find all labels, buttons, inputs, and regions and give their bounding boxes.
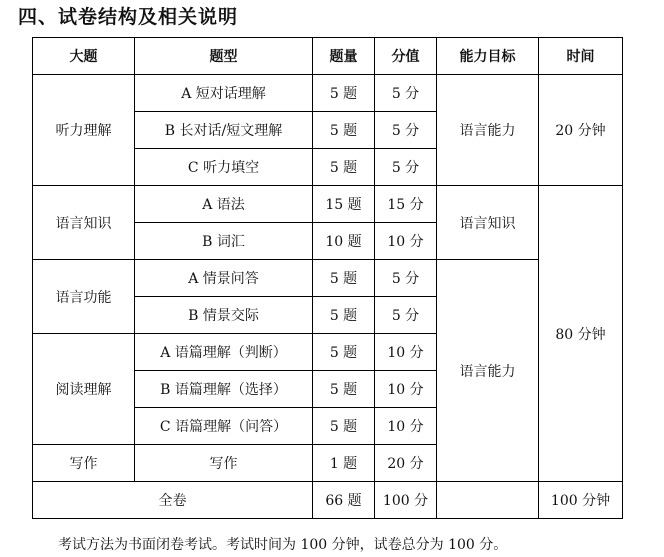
score-cell: 5 分 bbox=[375, 260, 437, 297]
score-cell: 20 分 bbox=[375, 445, 437, 482]
count-cell: 5 题 bbox=[313, 260, 375, 297]
type-cell: B 长对话/短文理解 bbox=[135, 112, 313, 149]
ability-listening: 语言能力 bbox=[437, 75, 539, 186]
count-cell: 5 题 bbox=[313, 112, 375, 149]
table-row bbox=[33, 75, 623, 112]
exam-note: 考试方法为书面闭卷考试。考试时间为 100 分钟，试卷总分为 100 分。 bbox=[58, 537, 508, 553]
section-heading: 四、试卷结构及相关说明 bbox=[18, 6, 239, 28]
count-cell: 5 题 bbox=[313, 75, 375, 112]
header-ability: 能力目标 bbox=[437, 38, 539, 75]
exam-structure-table bbox=[32, 37, 623, 519]
total-time: 100 分钟 bbox=[539, 482, 623, 519]
section-reading: 阅读理解 bbox=[33, 334, 135, 445]
header-type: 题型 bbox=[135, 38, 313, 75]
section-writing: 写作 bbox=[33, 445, 135, 482]
score-cell: 5 分 bbox=[375, 297, 437, 334]
header-count: 题量 bbox=[313, 38, 375, 75]
table-header-row bbox=[33, 38, 623, 75]
type-cell: B 词汇 bbox=[135, 223, 313, 260]
total-ability-empty bbox=[437, 482, 539, 519]
count-cell: 5 题 bbox=[313, 371, 375, 408]
time-listening: 20 分钟 bbox=[539, 75, 623, 186]
count-cell: 15 题 bbox=[313, 186, 375, 223]
header-section: 大题 bbox=[33, 38, 135, 75]
ability-rest: 语言能力 bbox=[437, 260, 539, 482]
score-cell: 5 分 bbox=[375, 75, 437, 112]
type-cell: B 语篇理解（选择） bbox=[135, 371, 313, 408]
type-cell: C 听力填空 bbox=[135, 149, 313, 186]
score-cell: 10 分 bbox=[375, 408, 437, 445]
count-cell: 5 题 bbox=[313, 408, 375, 445]
type-cell: A 语篇理解（判断） bbox=[135, 334, 313, 371]
count-cell: 5 题 bbox=[313, 297, 375, 334]
time-rest: 80 分钟 bbox=[539, 186, 623, 482]
header-time: 时间 bbox=[539, 38, 623, 75]
header-score: 分值 bbox=[375, 38, 437, 75]
score-cell: 5 分 bbox=[375, 149, 437, 186]
count-cell: 5 题 bbox=[313, 149, 375, 186]
total-count: 66 题 bbox=[313, 482, 375, 519]
score-cell: 5 分 bbox=[375, 112, 437, 149]
score-cell: 10 分 bbox=[375, 334, 437, 371]
table-row bbox=[33, 260, 623, 297]
type-cell: A 情景问答 bbox=[135, 260, 313, 297]
score-cell: 10 分 bbox=[375, 371, 437, 408]
total-row bbox=[33, 482, 623, 519]
table-row bbox=[33, 186, 623, 223]
type-cell: 写作 bbox=[135, 445, 313, 482]
score-cell: 10 分 bbox=[375, 223, 437, 260]
score-cell: 15 分 bbox=[375, 186, 437, 223]
type-cell: C 语篇理解（问答） bbox=[135, 408, 313, 445]
type-cell: A 短对话理解 bbox=[135, 75, 313, 112]
type-cell: B 情景交际 bbox=[135, 297, 313, 334]
count-cell: 1 题 bbox=[313, 445, 375, 482]
section-knowledge: 语言知识 bbox=[33, 186, 135, 260]
total-score: 100 分 bbox=[375, 482, 437, 519]
section-listening: 听力理解 bbox=[33, 75, 135, 186]
count-cell: 10 题 bbox=[313, 223, 375, 260]
total-label: 全卷 bbox=[33, 482, 313, 519]
section-function: 语言功能 bbox=[33, 260, 135, 334]
count-cell: 5 题 bbox=[313, 334, 375, 371]
ability-knowledge: 语言知识 bbox=[437, 186, 539, 260]
type-cell: A 语法 bbox=[135, 186, 313, 223]
